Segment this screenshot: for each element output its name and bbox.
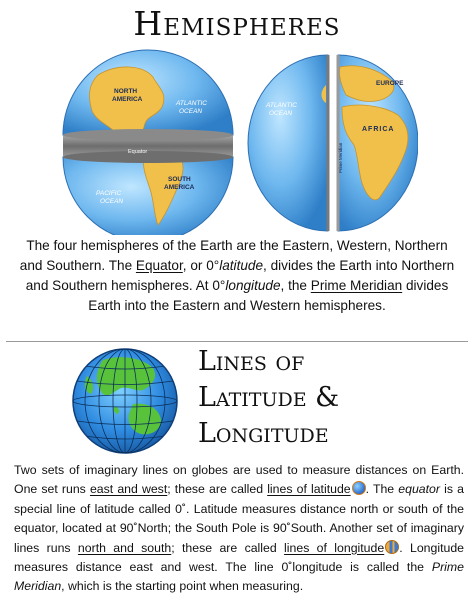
svg-text:ATLANTICOCEAN: ATLANTIC OCEAN (176, 100, 207, 115)
prime-meridian-link: Prime Meridian (310, 278, 403, 293)
latitude-term: latitude (219, 258, 264, 273)
equator-link: Equator (135, 258, 183, 273)
svg-text:SOUTHAMERICA: SOUTH AMERICA (164, 176, 195, 191)
label-north-america: NORTH AMERICA (112, 88, 143, 103)
right-globe (248, 55, 418, 231)
longitude-term: longitude (225, 278, 281, 293)
left-globe (63, 50, 233, 235)
latitude-globe-icon (352, 481, 366, 495)
east-west-term: east and west (89, 482, 168, 497)
svg-text:Prime Meridian: Prime Meridian (338, 142, 343, 173)
north-south-term: north and south (77, 540, 172, 555)
latitude-longitude-paragraph: Two sets of imaginary lines on globes are used to measure distances on Earth. One set runs east and west; these are called lines of latitude . The equator is a special line of latitude called 0˚. Latitude measures distance north or south of the equator, located at 90˚North; the South Pole is 90˚South. Another set of imaginary lines runs north and south; these are called lines of longitude . Longitude measures distance east and west. The line 0˚longitude is called the Prime Meridian, which is the starting point when measuring. (14, 463, 465, 594)
svg-text:EUROPE: EUROPE (376, 80, 404, 87)
lines-of-longitude-term: lines of longitude (284, 540, 385, 555)
equator-term: equator (398, 482, 440, 497)
hemispheres-illustration (58, 45, 418, 235)
longitude-globe-icon (385, 540, 399, 554)
svg-text:ATLANTICOCEAN: ATLANTIC OCEAN (266, 102, 297, 117)
svg-text:Equator: Equator (128, 149, 148, 155)
svg-text:PACIFICOCEAN: PACIFIC OCEAN (96, 190, 124, 205)
section-divider (6, 341, 468, 342)
lines-of-latitude-term: lines of latitude (267, 482, 351, 497)
hemispheres-paragraph: The four hemispheres of the Earth are the Eastern, Western, Northern and Southern. The Equator, or 0°latitude, divides the Earth into Northern and Southern hemispheres. At 0°longitude, the Prime Meridian divides Earth into the Eastern and Western hemispheres. (19, 238, 455, 313)
page-title: Hemispheres (133, 4, 341, 43)
section-title-lines: Lines of Latitude & Longitude (198, 346, 340, 449)
prime-meridian-term: Prime Meridian (14, 560, 464, 594)
svg-text:AFRICA: AFRICA (362, 126, 395, 133)
latitude-longitude-globe (63, 346, 193, 456)
